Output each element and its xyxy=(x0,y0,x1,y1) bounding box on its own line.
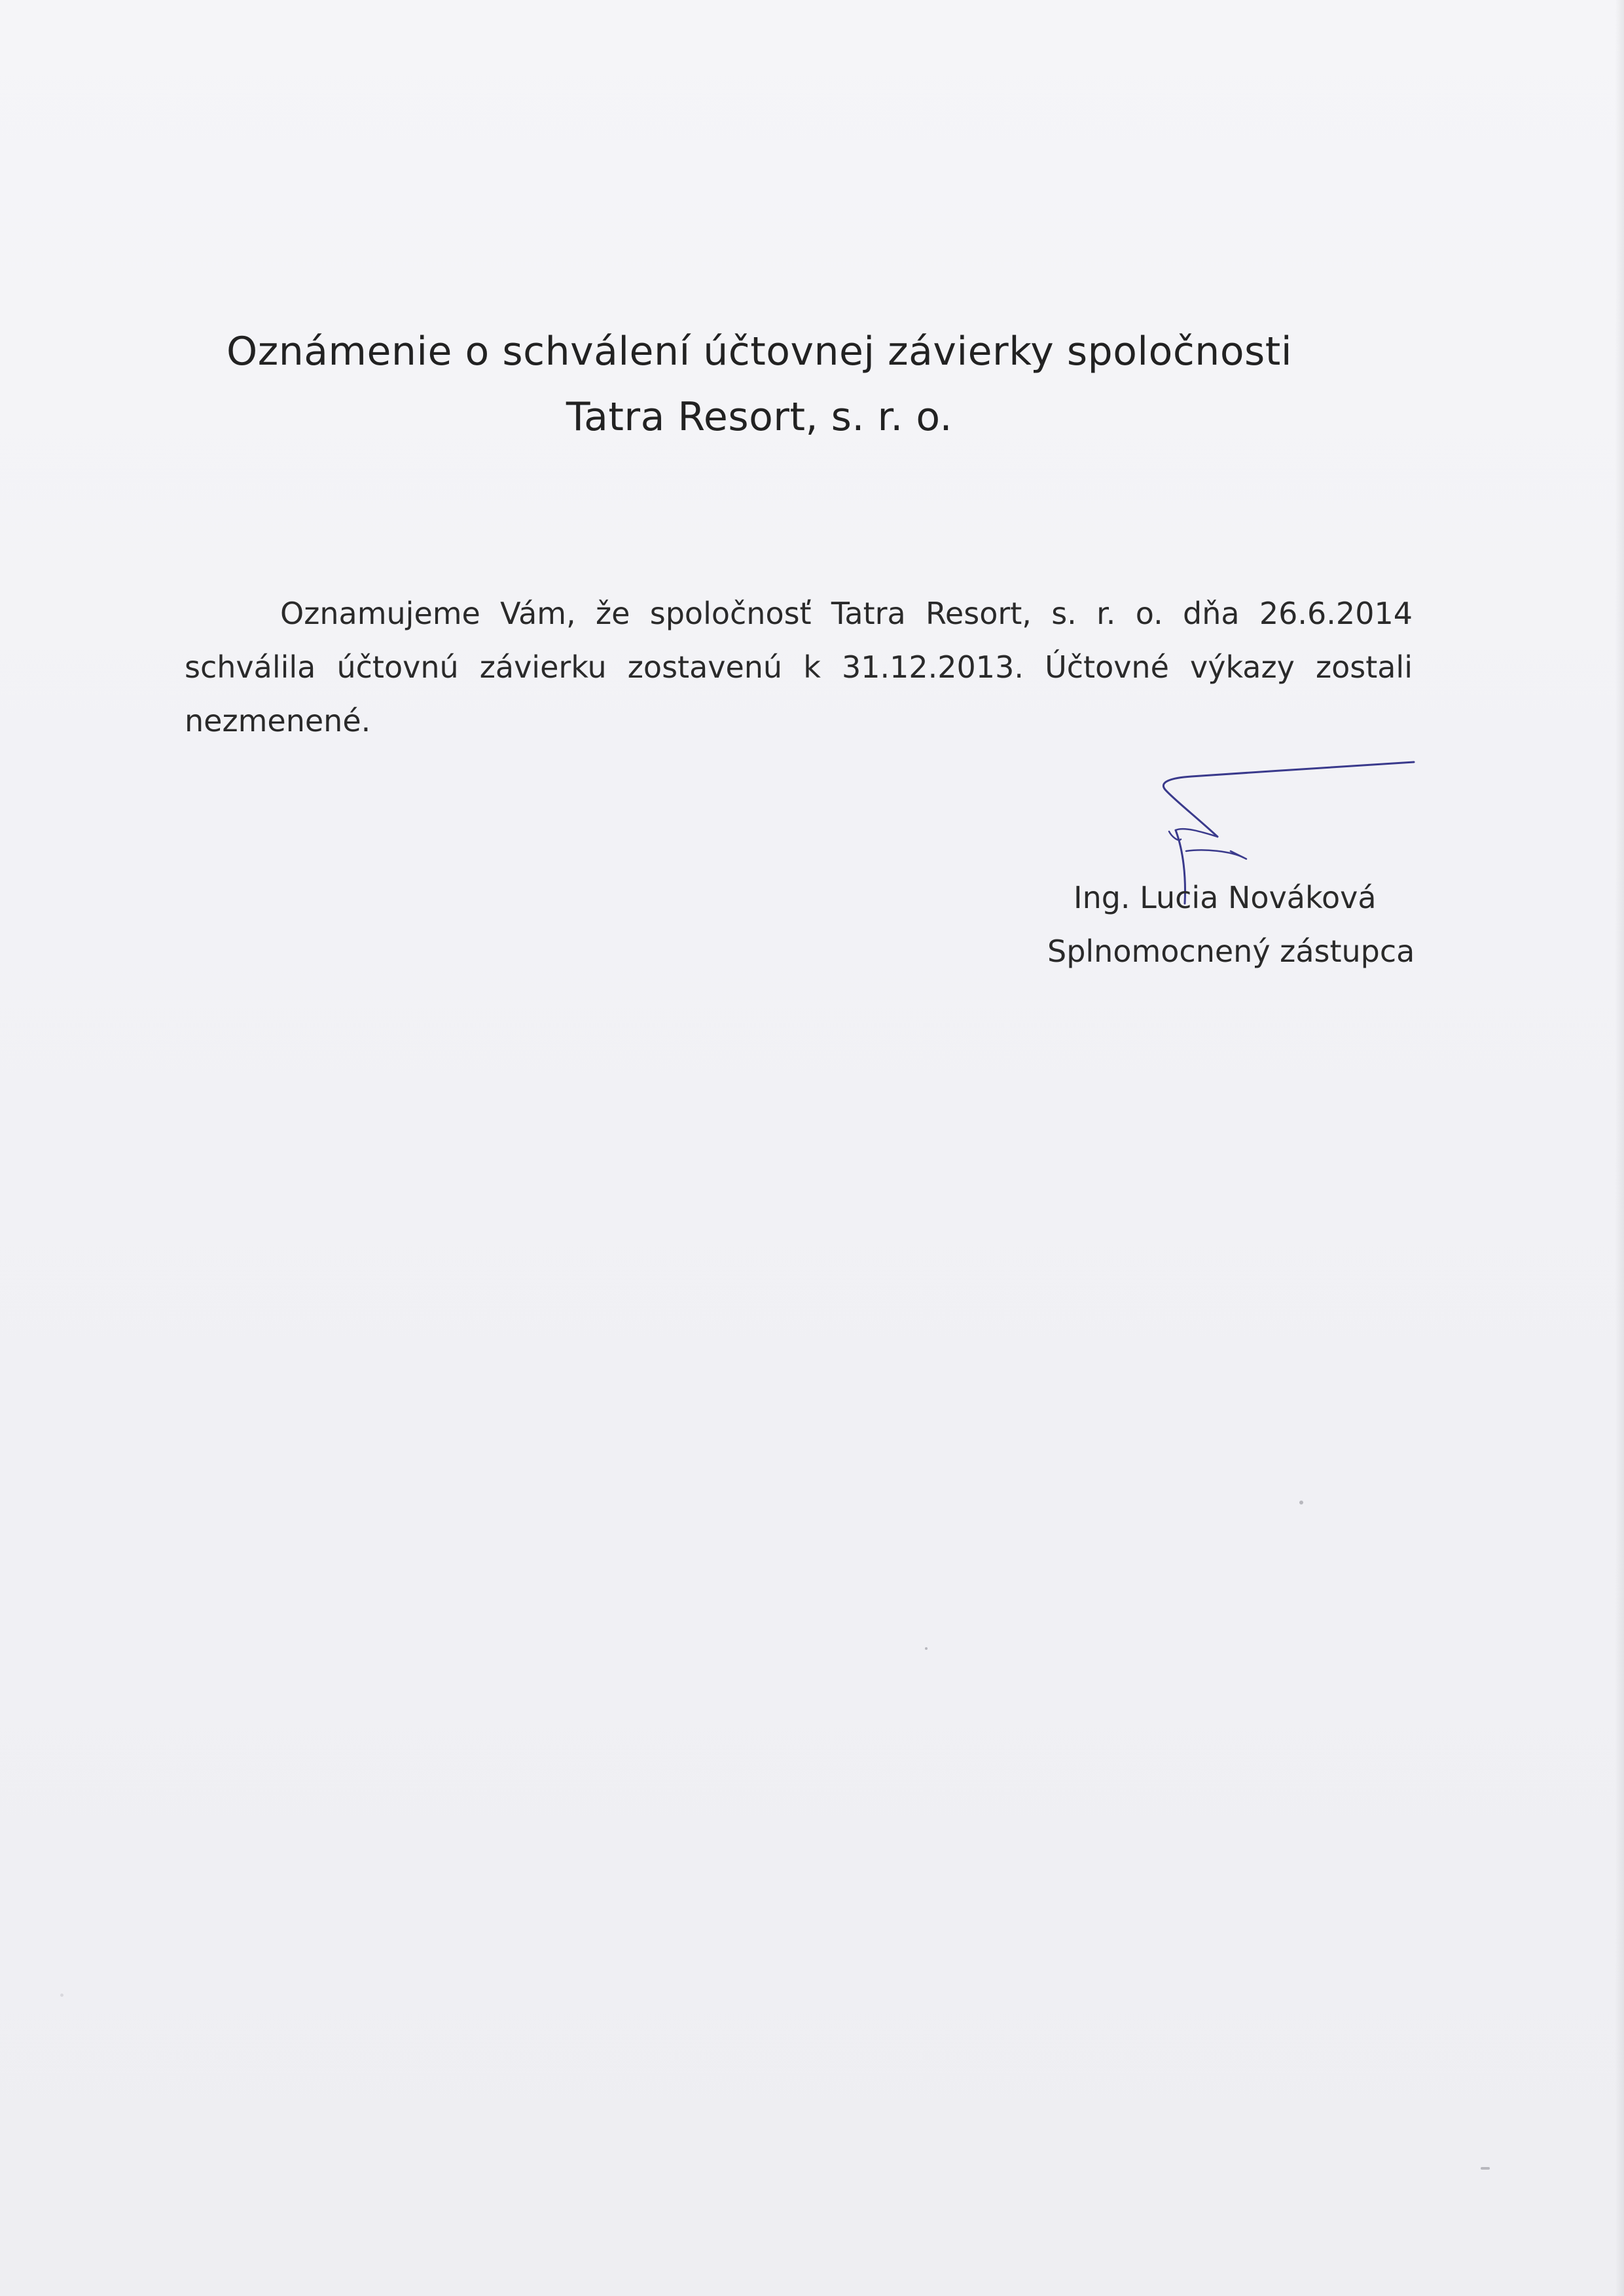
scan-speck xyxy=(1481,2167,1490,2170)
signature-block xyxy=(1047,871,1506,978)
signatory-name: Ing. Lucia Nováková xyxy=(1074,880,1377,915)
signatory-role: Splnomocnený zástupca xyxy=(1047,934,1415,969)
announcement-body: Oznamujeme Vám, že spoločnosť Tatra Resort, s. r. o. dňa 26.6.2014 schválila účtovnú závierku zostavenú k 31.12.2013. Účtovné výkazy zostali nezmenené. xyxy=(185,596,1413,738)
scan-speck xyxy=(1299,1501,1303,1504)
scan-speck xyxy=(60,1994,63,1997)
document-title-line-2: Tatra Resort, s. r. o. xyxy=(566,394,953,440)
page-edge-shadow xyxy=(1615,0,1624,2296)
scan-speck xyxy=(925,1647,928,1650)
document-title-line-1: Oznámenie o schválení účtovnej závierky spoločnosti xyxy=(226,329,1292,374)
